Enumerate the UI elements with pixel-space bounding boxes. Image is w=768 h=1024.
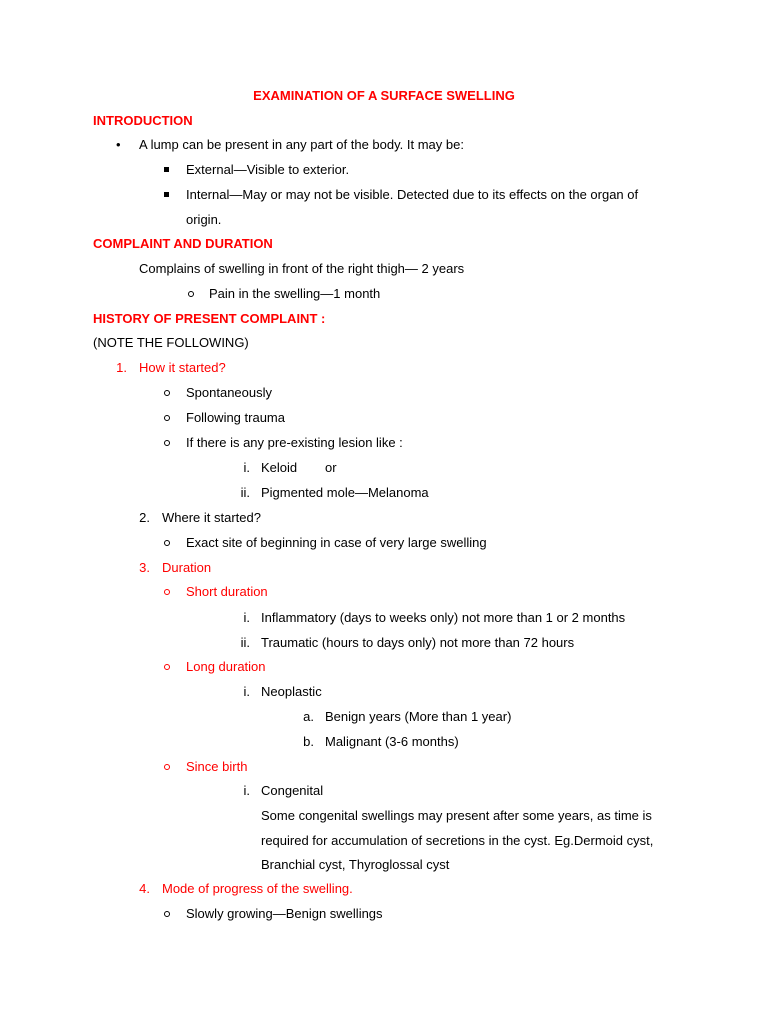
question-mode-of-progress: Mode of progress of the swelling.	[162, 881, 353, 896]
alpha-marker: a.	[303, 709, 314, 724]
intro-sub-internal: Internal—May or may not be visible. Detected due to its effects on the organ of	[186, 187, 639, 202]
birth-congenital: Congenital	[261, 783, 324, 798]
birth-paragraph-line: Branchial cyst, Thyroglossal cyst	[261, 857, 450, 872]
list-number: 2.	[139, 510, 150, 525]
alpha-marker: b.	[303, 734, 314, 749]
intro-sub-external: External—Visible to exterior.	[186, 162, 350, 177]
list-number: 3.	[139, 560, 150, 575]
bullet-square	[164, 167, 169, 172]
birth-paragraph-line: required for accumulation of secretions in the cyst. Eg.Dermoid cyst,	[261, 833, 654, 848]
short-duration-label: Short duration	[186, 584, 268, 599]
long-malignant: Malignant (3-6 months)	[325, 734, 459, 749]
bullet-circle	[164, 415, 170, 421]
complaint-pain: Pain in the swelling—1 month	[209, 286, 381, 301]
roman-numeral: ii.	[240, 485, 250, 500]
heading-introduction: INTRODUCTION	[93, 113, 193, 128]
question-where-started: Where it started?	[162, 510, 261, 525]
bullet-circle	[164, 540, 170, 546]
long-neoplastic: Neoplastic	[261, 684, 322, 699]
list-item: Exact site of beginning in case of very large swelling	[186, 535, 487, 550]
bullet-circle	[164, 440, 170, 446]
roman-numeral: i.	[243, 783, 250, 798]
roman-numeral: i.	[243, 684, 250, 699]
heading-complaint: COMPLAINT AND DURATION	[93, 236, 273, 251]
roman-numeral: i.	[243, 610, 250, 625]
bullet-square	[164, 192, 169, 197]
list-item: If there is any pre-existing lesion like :	[186, 435, 403, 450]
intro-bullet-text: A lump can be present in any part of the body. It may be:	[139, 137, 464, 152]
list-item: Slowly growing—Benign swellings	[186, 906, 383, 921]
bullet-circle	[164, 390, 170, 396]
bullet-circle	[188, 291, 194, 297]
roman-numeral: i.	[243, 460, 250, 475]
heading-history: HISTORY OF PRESENT COMPLAINT :	[93, 311, 326, 326]
history-note: (NOTE THE FOLLOWING)	[93, 335, 249, 350]
list-item: Spontaneously	[186, 385, 273, 400]
bullet-circle	[164, 664, 170, 670]
question-duration: Duration	[162, 560, 212, 575]
bullet-circle	[164, 911, 170, 917]
lesion-or: or	[325, 460, 337, 475]
long-benign: Benign years (More than 1 year)	[325, 709, 512, 724]
intro-sub-internal-cont: origin.	[186, 212, 222, 227]
bullet-disc: •	[116, 137, 121, 152]
lesion-keloid: Keloid	[261, 460, 298, 475]
short-traumatic: Traumatic (hours to days only) not more than 72 hours	[261, 635, 575, 650]
roman-numeral: ii.	[240, 635, 250, 650]
list-item: Following trauma	[186, 410, 285, 425]
bullet-circle	[164, 764, 170, 770]
question-how-started: How it started?	[139, 360, 226, 375]
bullet-circle	[164, 589, 170, 595]
document-title: EXAMINATION OF A SURFACE SWELLING	[253, 88, 515, 103]
list-number: 4.	[139, 881, 150, 896]
since-birth-label: Since birth	[186, 759, 248, 774]
list-number: 1.	[116, 360, 127, 375]
lesion-mole: Pigmented mole—Melanoma	[261, 485, 429, 500]
short-inflammatory: Inflammatory (days to weeks only) not more than 1 or 2 months	[261, 610, 626, 625]
birth-paragraph-line: Some congenital swellings may present after some years, as time is	[261, 808, 652, 823]
long-duration-label: Long duration	[186, 659, 266, 674]
complaint-line: Complains of swelling in front of the right thigh— 2 years	[139, 261, 465, 276]
